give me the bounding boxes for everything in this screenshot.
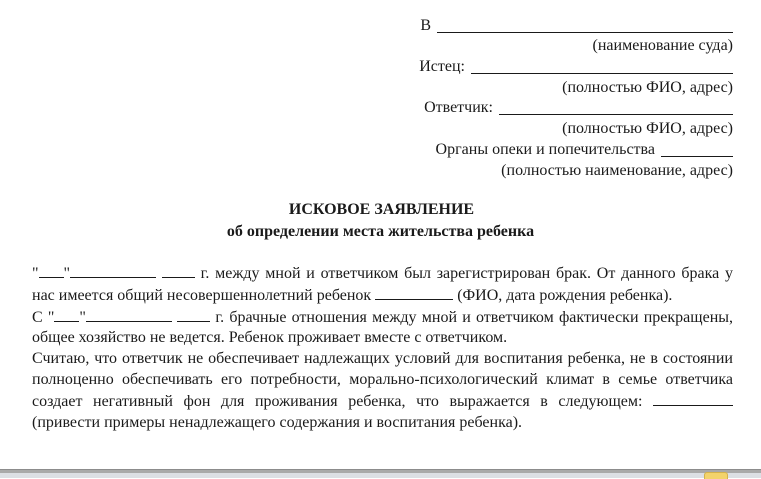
defendant-note [380, 118, 733, 139]
paragraph-separation [32, 307, 733, 350]
guardianship-note-text: (полностью наименование, адрес) [501, 161, 733, 179]
quote-close: " [63, 265, 71, 282]
defendant-note-text: (полностью ФИО, адрес) [562, 120, 733, 138]
document-subtitle: об определении места жительства ребенка [226, 223, 535, 240]
paragraph-reasons [32, 349, 733, 433]
separation-day-field[interactable] [54, 307, 79, 322]
plaintiff-label: Истец: [419, 58, 465, 76]
court-label: В [420, 16, 431, 34]
quote-open: " [32, 265, 39, 282]
guardianship-note [380, 160, 733, 181]
guardianship-line [380, 139, 733, 160]
separation-year-field[interactable] [177, 307, 210, 322]
child-info-field[interactable] [375, 285, 453, 300]
plaintiff-field[interactable] [471, 58, 733, 74]
document-title: ИСКОВОЕ ЗАЯВЛЕНИЕ [288, 201, 475, 218]
claim-body [32, 263, 733, 433]
guardianship-field[interactable] [661, 141, 733, 157]
marriage-month-field[interactable] [70, 263, 156, 278]
paragraph-marriage [32, 263, 733, 307]
marriage-day-field[interactable] [39, 263, 64, 278]
addressee-block [380, 15, 733, 181]
marriage-year-field[interactable] [162, 263, 195, 278]
court-note-text: (наименование суда) [592, 37, 733, 55]
bottom-bar-strip [0, 473, 761, 478]
paragraph-separation-text: г. брачные отношения между мной и ответчиком фактически прекращены, общее хозяйство не ведется. Ребенок проживает вместе с ответчиком. [32, 308, 734, 347]
court-field[interactable] [437, 17, 733, 33]
court-line [380, 15, 733, 36]
defendant-label: Ответчик: [424, 99, 493, 117]
paragraph-marriage-text-end: (ФИО, дата рождения ребенка). [453, 286, 673, 304]
guardianship-label: Органы опеки и попечительства [435, 140, 655, 158]
quote-open: " [47, 308, 55, 326]
court-note [380, 36, 733, 57]
plaintiff-note-text: (полностью ФИО, адрес) [562, 78, 733, 96]
quote-close: " [79, 308, 86, 326]
plaintiff-line [380, 56, 733, 77]
paragraph-reasons-text-end: (привести примеры ненадлежащего содержания и воспитания ребенка). [32, 413, 523, 431]
tab-marker-icon[interactable] [704, 472, 728, 479]
paragraph-marriage-text: г. между мной и ответчиком был зарегистрирован брак. От данного брака у нас имеется общий несовершеннолетний ребенок [32, 265, 733, 304]
examples-field[interactable] [653, 391, 733, 406]
separation-prefix: С [32, 308, 48, 326]
separation-month-field[interactable] [86, 307, 172, 322]
paragraph-reasons-text: Считаю, что ответчик не обеспечивает надлежащих условий для воспитания ребенка, не в состоянии полноценно обеспечивать его потребности, морально-психологический климат в семье ответчика создает негативный фон для проживания ребенка, что выражается в следующем: [32, 350, 733, 410]
plaintiff-note [380, 77, 733, 98]
defendant-field[interactable] [499, 99, 733, 115]
defendant-line [380, 98, 733, 119]
document-title-block [0, 199, 761, 243]
